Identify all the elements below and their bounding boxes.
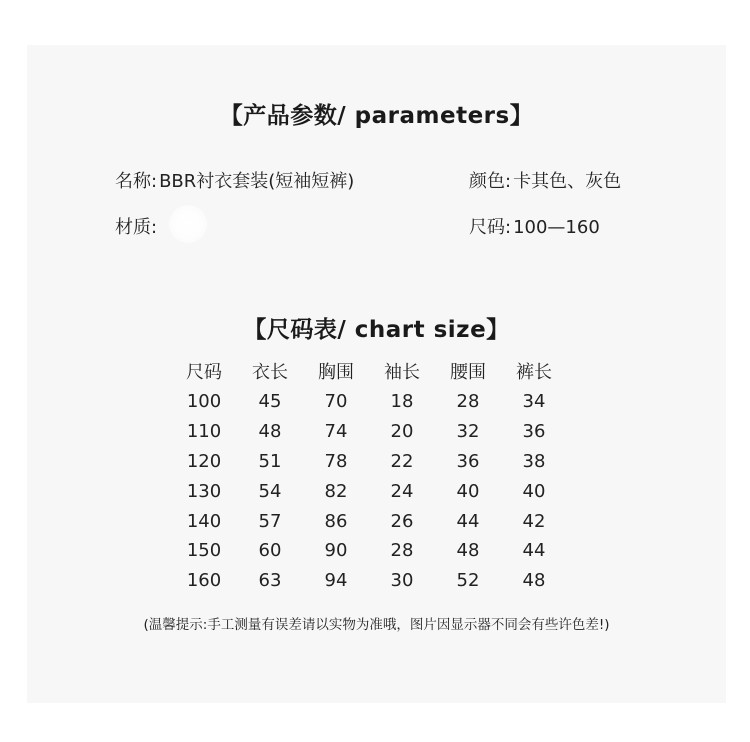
- table-cell: 36: [456, 450, 480, 472]
- table-cell: 70: [324, 391, 348, 413]
- table-cell: 160: [186, 570, 222, 592]
- param-color-label: 颜色:: [469, 171, 512, 192]
- table-cell: 20: [390, 421, 414, 443]
- table-cell: 120: [186, 450, 222, 472]
- table-header-row: [171, 355, 567, 387]
- measurement-note: (温馨提示:手工测量有误差请以实物为准哦，图片因显示器不同会有些许色差!): [143, 617, 610, 633]
- table-cell: 110: [186, 421, 222, 443]
- parameters-title: 【产品参数/ parameters】: [219, 103, 534, 129]
- header-sleeve: 袖长: [384, 362, 420, 383]
- table-cell: 30: [390, 570, 414, 592]
- header-size: 尺码: [186, 362, 222, 383]
- table-row: [171, 566, 567, 596]
- table-cell: 86: [324, 510, 348, 532]
- table-row: [171, 506, 567, 536]
- material-redacted-blur: [169, 205, 207, 243]
- param-name-label: 名称:: [115, 171, 158, 192]
- table-cell: 40: [522, 480, 546, 502]
- table-cell: 44: [456, 510, 480, 532]
- param-material-label: 材质:: [115, 217, 158, 238]
- table-cell: 24: [390, 480, 414, 502]
- table-cell: 26: [390, 510, 414, 532]
- param-size-label: 尺码:: [469, 217, 512, 238]
- table-cell: 40: [456, 480, 480, 502]
- header-pants-length: 裤长: [516, 362, 552, 383]
- table-cell: 60: [258, 540, 282, 562]
- table-cell: 28: [390, 540, 414, 562]
- param-name-value: BBR衬衣套装(短袖短裤): [159, 171, 355, 192]
- table-cell: 51: [258, 450, 282, 472]
- table-row: [171, 476, 567, 506]
- table-cell: 38: [522, 450, 546, 472]
- table-cell: 78: [324, 450, 348, 472]
- table-cell: 28: [456, 391, 480, 413]
- size-chart-title: 【尺码表/ chart size】: [243, 317, 510, 343]
- param-name: [115, 167, 354, 193]
- table-cell: 150: [186, 540, 222, 562]
- table-cell: 94: [324, 570, 348, 592]
- table-cell: 48: [258, 421, 282, 443]
- table-cell: 44: [522, 540, 546, 562]
- table-row: [171, 447, 567, 477]
- param-material: [115, 213, 159, 239]
- table-cell: 52: [456, 570, 480, 592]
- table-cell: 90: [324, 540, 348, 562]
- table-cell: 48: [456, 540, 480, 562]
- table-cell: 42: [522, 510, 546, 532]
- table-cell: 100: [186, 391, 222, 413]
- param-size: [469, 213, 600, 239]
- table-cell: 57: [258, 510, 282, 532]
- table-cell: 74: [324, 421, 348, 443]
- table-cell: 82: [324, 480, 348, 502]
- table-cell: 45: [258, 391, 282, 413]
- table-cell: 140: [186, 510, 222, 532]
- table-cell: 34: [522, 391, 546, 413]
- table-cell: 36: [522, 421, 546, 443]
- table-cell: 18: [390, 391, 414, 413]
- table-cell: 48: [522, 570, 546, 592]
- header-length: 衣长: [252, 362, 288, 383]
- table-cell: 54: [258, 480, 282, 502]
- param-color-value: 卡其色、灰色: [513, 171, 622, 192]
- table-cell: 32: [456, 421, 480, 443]
- param-size-value: 100—160: [513, 217, 600, 238]
- header-chest: 胸围: [318, 362, 354, 383]
- product-info-card: [27, 45, 726, 703]
- table-cell: 22: [390, 450, 414, 472]
- header-waist: 腰围: [450, 362, 486, 383]
- table-row: [171, 387, 567, 417]
- table-row: [171, 536, 567, 566]
- size-chart-table: [171, 355, 567, 596]
- table-cell: 63: [258, 570, 282, 592]
- table-cell: 130: [186, 480, 222, 502]
- param-color: [469, 167, 621, 193]
- table-row: [171, 417, 567, 447]
